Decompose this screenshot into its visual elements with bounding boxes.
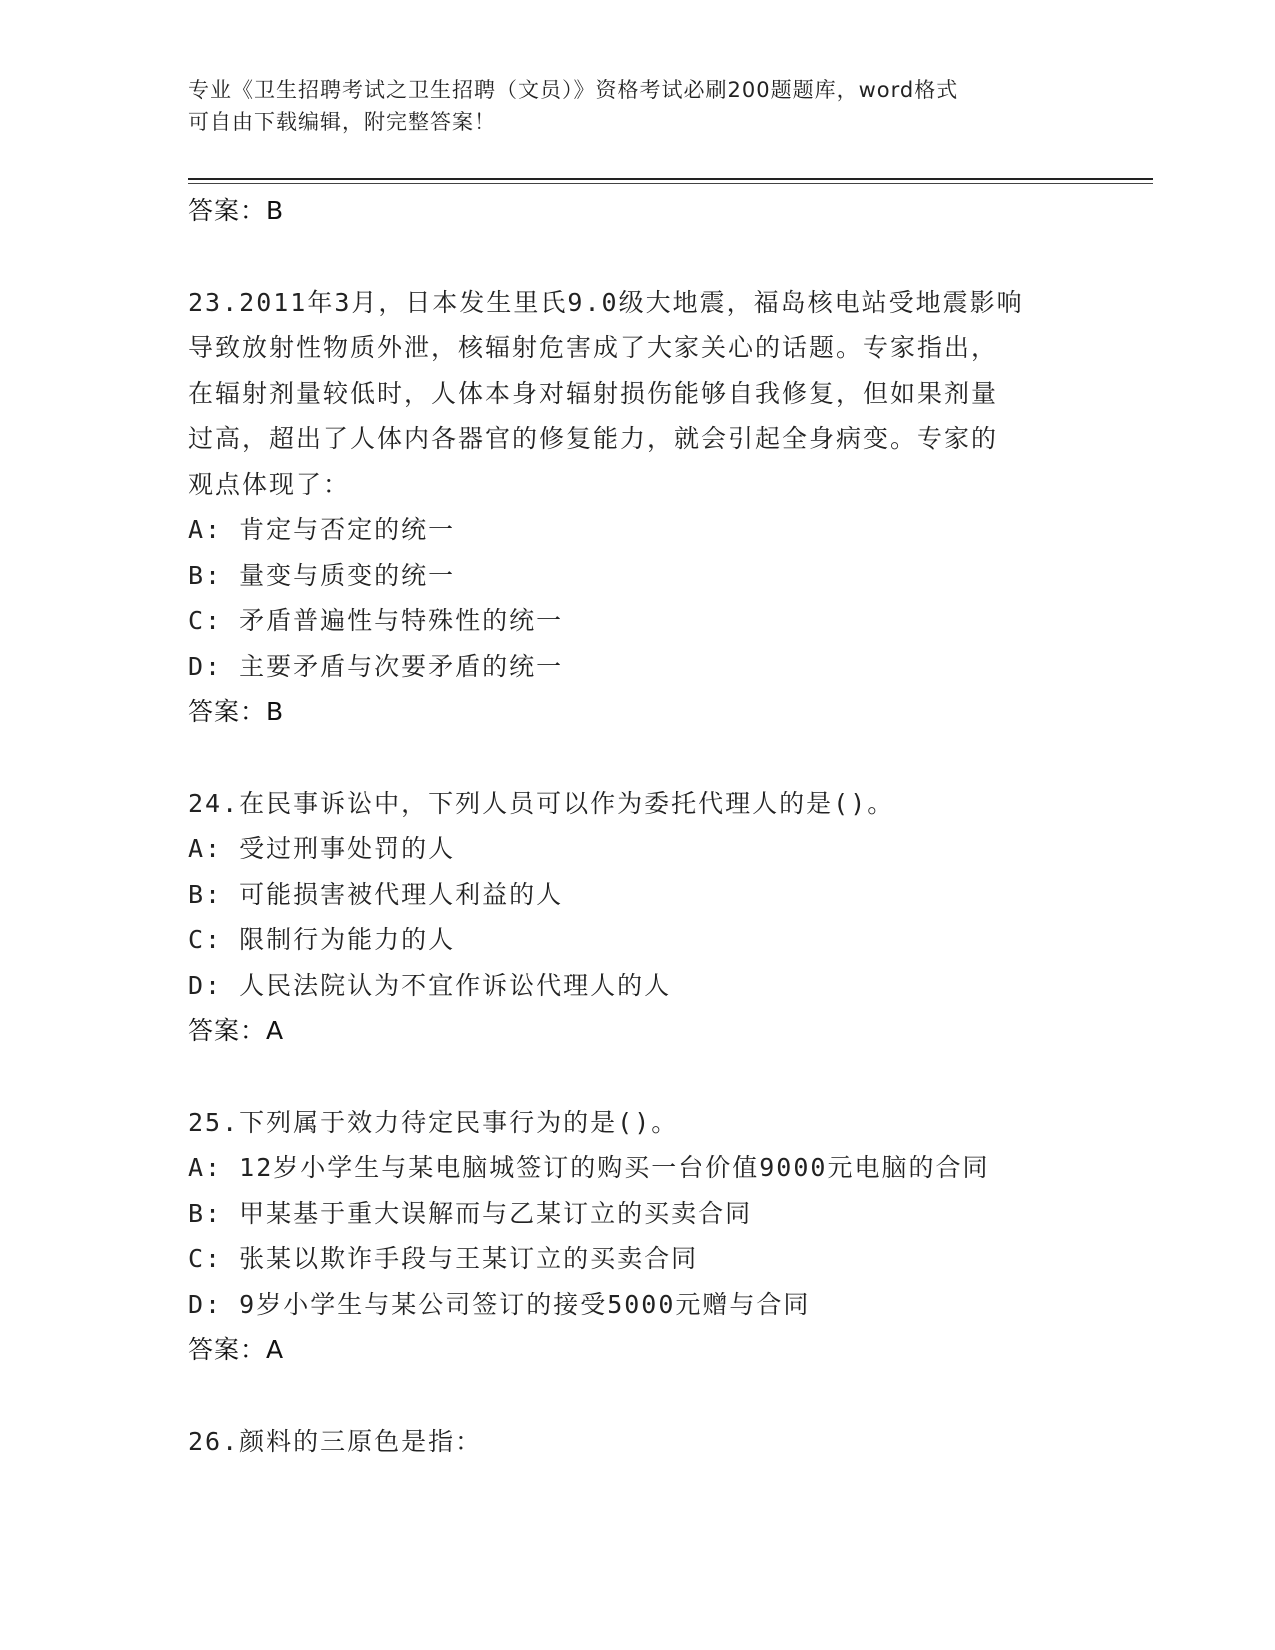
option-c: C: 张某以欺诈手段与王某订立的买卖合同 <box>188 1244 699 1273</box>
question-stem-line: 导致放射性物质外泄，核辐射危害成了大家关心的话题。专家指出， <box>188 333 999 362</box>
option-list <box>188 1145 1118 1327</box>
option-list <box>188 507 1118 689</box>
document-header <box>188 74 1108 138</box>
option-d: D: 人民法院认为不宜作诉讼代理人的人 <box>188 970 672 1000</box>
question-stem-line: 26.颜料的三原色是指： <box>188 1426 483 1456</box>
spacer <box>188 234 1118 280</box>
question-stem-line: 观点体现了： <box>188 469 351 499</box>
answer-line: 答案：B <box>188 196 285 225</box>
option-c: C: 限制行为能力的人 <box>188 925 456 954</box>
question-stem-line: 24.在民事诉讼中，下列人员可以作为委托代理人的是()。 <box>188 788 895 818</box>
question-stem-line: 过高，超出了人体内各器官的修复能力，就会引起全身病变。专家的 <box>188 424 999 453</box>
answer-line: 答案：A <box>188 1016 285 1045</box>
question-25 <box>188 1100 1118 1373</box>
option-b: B: 甲某基于重大误解而与乙某订立的买卖合同 <box>188 1198 753 1228</box>
question-23 <box>188 280 1118 735</box>
question-26 <box>188 1419 1118 1465</box>
question-24 <box>188 781 1118 1054</box>
spacer <box>188 735 1118 781</box>
header-divider-thin <box>188 183 1153 184</box>
option-a: A: 肯定与否定的统一 <box>188 515 456 544</box>
header-line-2: 可自由下载编辑，附完整答案！ <box>188 110 496 134</box>
answer-line: 答案：B <box>188 697 285 726</box>
option-c: C: 矛盾普遍性与特殊性的统一 <box>188 606 564 635</box>
question-stem-line: 25.下列属于效力待定民事行为的是()。 <box>188 1107 679 1137</box>
answer-line: 答案：A <box>188 1335 285 1364</box>
spacer <box>188 1373 1118 1419</box>
spacer <box>188 1054 1118 1100</box>
option-b: B: 量变与质变的统一 <box>188 560 456 590</box>
option-a: A: 受过刑事处罚的人 <box>188 834 456 863</box>
option-d: D: 9岁小学生与某公司签订的接受5000元赠与合同 <box>188 1289 811 1319</box>
option-b: B: 可能损害被代理人利益的人 <box>188 879 564 909</box>
header-divider-thick <box>188 178 1153 180</box>
option-d: D: 主要矛盾与次要矛盾的统一 <box>188 651 564 681</box>
question-stem-line: 23.2011年3月，日本发生里氏9.0级大地震，福岛核电站受地震影响 <box>188 287 1024 317</box>
option-a: A: 12岁小学生与某电脑城签订的购买一台价值9000元电脑的合同 <box>188 1153 990 1182</box>
question-stem-line: 在辐射剂量较低时，人体本身对辐射损伤能够自我修复，但如果剂量 <box>188 378 999 408</box>
header-line-1: 专业《卫生招聘考试之卫生招聘（文员）》资格考试必刷200题题库，word格式 <box>188 78 959 102</box>
question-list <box>188 188 1118 1464</box>
option-list <box>188 826 1118 1008</box>
